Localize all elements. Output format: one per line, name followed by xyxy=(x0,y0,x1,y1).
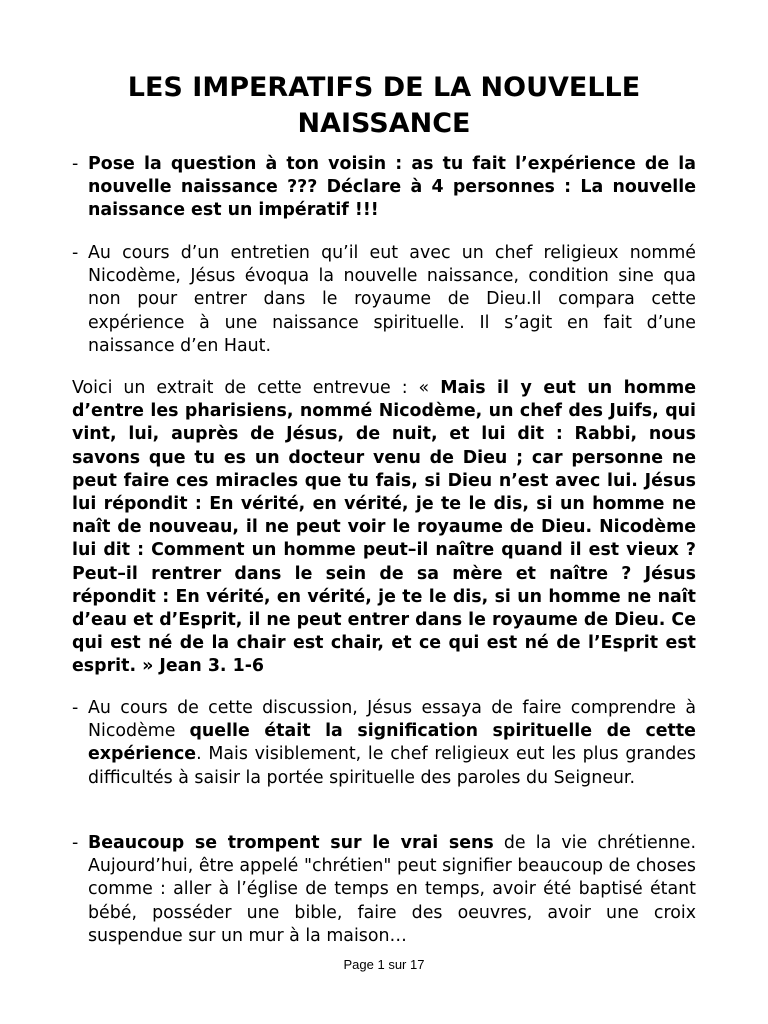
scripture-quote: Mais il y eut un homme d’entre les pharisiens, nommé Nicodème, un chef des Juifs, qui vint, lui, auprès de Jésus, de nuit, et lui dit : Rabbi, nous savons que tu es un docteur venu de Dieu ; car personne ne peut faire ces miracles que tu fais, si Dieu n’est avec lui. Jésus lui répondit : En vérité, en vérité, je te le dis, si un homme ne naît de nouveau, il ne peut voir le royaume de Dieu. Nicodème lui dit : Comment un homme peut–il naître quand il est vieux ? Peut–il rentrer dans le sein de sa mère et naître ? Jésus répondit : En vérité, en vérité, je te le dis, si un homme ne naît d’eau et d’Esprit, il ne peut entrer dans le royaume de Dieu. Ce qui est né de la chair est chair, et ce qui est né de l’Esprit est esprit. » Jean 3. 1-6 xyxy=(72,378,696,677)
bold-text: Pose la question à ton voisin : as tu fait l’expérience de la nouvelle naissance ??? Déclare à 4 personnes : La nouvelle naissance est un impératif !!! xyxy=(88,154,696,221)
bullet-text xyxy=(88,832,696,948)
quote-paragraph xyxy=(72,377,696,679)
bullet-dash: - xyxy=(72,833,79,853)
bold-text: quelle était la signification spirituelle de cette expérience xyxy=(88,721,696,765)
bullet-dash: - xyxy=(72,698,79,718)
bullet-item xyxy=(72,242,696,358)
text-run: de la vie chrétienne. Aujourd’hui, être appelé "chrétien" peut signifier beaucoup de choses comme : aller à l’église de temps en temps, avoir été baptisé étant bébé, posséder une bible, faire des oeuvres, avoir une croix suspendue sur un mur à la maison… xyxy=(88,833,696,946)
bullet-dash: - xyxy=(72,154,79,174)
bullet-text xyxy=(88,697,696,790)
text-run: Au cours de cette discussion, Jésus essaya de faire comprendre à Nicodème xyxy=(88,698,696,742)
bullet-item xyxy=(72,697,696,790)
bullet-text: Au cours d’un entretien qu’il eut avec un chef religieux nommé Nicodème, Jésus évoqua la nouvelle naissance, condition sine qua non pour entrer dans le royaume de Dieu.Il compara cette expérience à une naissance spirituelle. Il s’agit en fait d’une naissance d’en Haut. xyxy=(88,243,696,356)
text-run: . Mais visiblement, le chef religieux eut les plus grandes difficultés à saisir la portée spirituelle des paroles du Seigneur. xyxy=(88,744,696,788)
bullet-item xyxy=(72,153,696,223)
bullet-dash: - xyxy=(72,243,79,263)
quote-intro: Voici un extrait de cette entrevue : « xyxy=(72,378,441,398)
document-title: LES IMPERATIFS DE LA NOUVELLE NAISSANCE xyxy=(127,72,641,139)
bullet-text xyxy=(88,153,696,223)
bold-text: Beaucoup se trompent sur le vrai sens xyxy=(88,833,494,853)
page-number: Page 1 sur 17 xyxy=(343,957,425,972)
bullet-item xyxy=(72,832,696,948)
